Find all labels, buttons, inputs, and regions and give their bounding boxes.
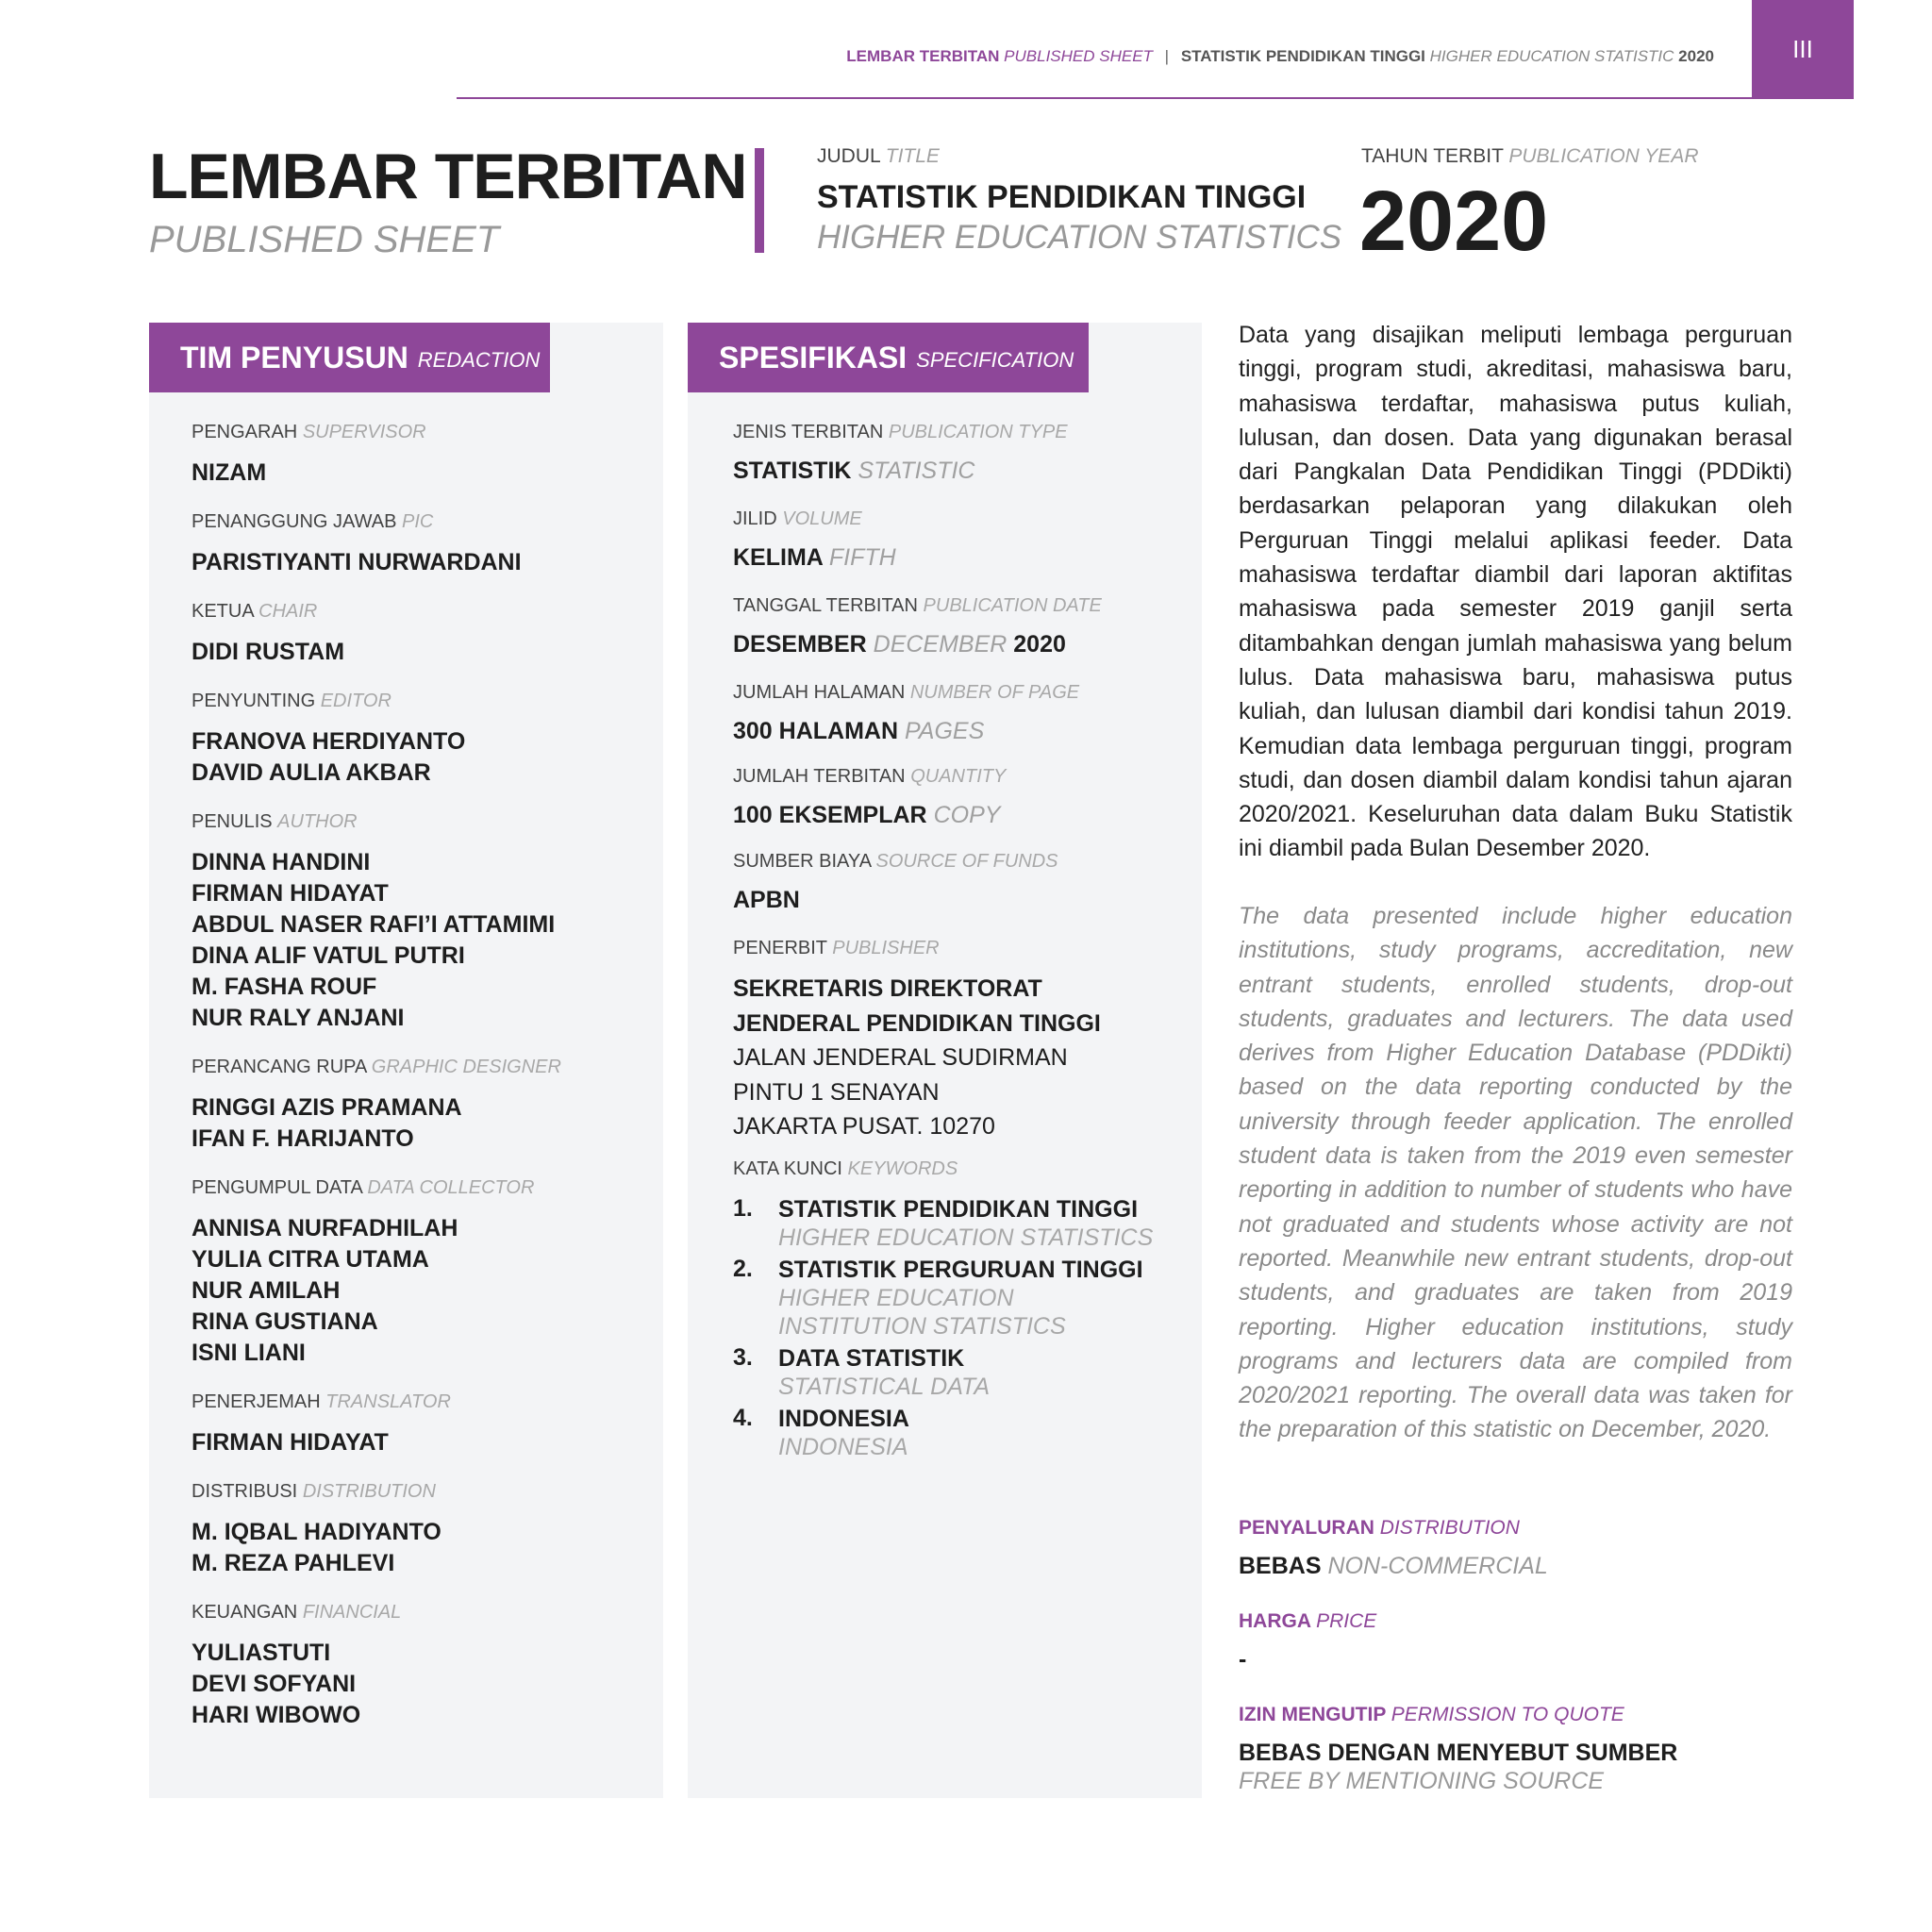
- team-member-name: DINNA HANDINI: [192, 849, 371, 875]
- running-header-separator: |: [1164, 47, 1170, 65]
- team-member-name: DEVI SOFYANI: [192, 1671, 357, 1697]
- jumlah-value: 100 EKSEMPLAR COPY: [733, 802, 1001, 828]
- running-header: [846, 47, 1714, 66]
- tim-section-names: [192, 458, 266, 489]
- page-subtitle: PUBLISHED SHEET: [149, 219, 500, 260]
- page-title: LEMBAR TERBITAN: [149, 141, 747, 212]
- tim-section-label: KETUA CHAIR: [192, 601, 318, 622]
- tim-section-label: PENERJEMAH TRANSLATOR: [192, 1391, 451, 1412]
- tim-section-label: PENANGGUNG JAWAB PIC: [192, 511, 434, 532]
- jenis-label: JENIS TERBITAN PUBLICATION TYPE: [733, 422, 1068, 442]
- judul-value: STATISTIK PENDIDIKAN TINGGI: [817, 179, 1307, 215]
- judul-value-en: HIGHER EDUCATION STATISTICS: [817, 219, 1342, 256]
- running-header-title: LEMBAR TERBITAN: [846, 47, 1000, 65]
- team-member-name: ANNISA NURFADHILAH: [192, 1215, 458, 1241]
- tanggal-value: DESEMBER DECEMBER 2020: [733, 631, 1066, 658]
- halaman-value: 300 HALAMAN PAGES: [733, 718, 985, 744]
- tim-section-names: [192, 726, 465, 789]
- team-member-name: DIDI RUSTAM: [192, 639, 345, 665]
- tim-section-label: KEUANGAN FINANCIAL: [192, 1602, 402, 1623]
- spesifikasi-header: SPESIFIKASI SPECIFICATION: [688, 323, 1089, 392]
- izin-label: IZIN MENGUTIP PERMISSION TO QUOTE: [1239, 1704, 1624, 1725]
- tim-section-names: [192, 1092, 462, 1155]
- penyaluran-value: BEBAS NON-COMMERCIAL: [1239, 1553, 1548, 1579]
- halaman-label: JUMLAH HALAMAN NUMBER OF PAGE: [733, 682, 1080, 703]
- kata-kunci-label: KATA KUNCI KEYWORDS: [733, 1158, 958, 1179]
- penyaluran-label: PENYALURAN DISTRIBUTION: [1239, 1517, 1520, 1539]
- page-number: III: [1792, 35, 1813, 63]
- tim-section-label: PENULIS AUTHOR: [192, 811, 358, 832]
- team-member-name: PARISTIYANTI NURWARDANI: [192, 549, 522, 575]
- keyword-item: 1. STATISTIK PENDIDIKAN TINGGI HIGHER EDUCATION STATISTICS: [733, 1195, 1154, 1251]
- team-member-name: YULIASTUTI: [192, 1640, 331, 1666]
- tim-penyusun-header: TIM PENYUSUN REDACTION: [149, 323, 550, 392]
- team-member-name: DINA ALIF VATUL PUTRI: [192, 942, 465, 969]
- team-member-name: M. REZA PAHLEVI: [192, 1550, 395, 1576]
- running-header-book-en: HIGHER EDUCATION STATISTIC: [1429, 47, 1674, 65]
- penerbit-value: [733, 972, 1101, 1144]
- tim-section-names: [192, 547, 522, 578]
- tim-section-label: PENGARAH SUPERVISOR: [192, 422, 426, 442]
- tim-section-label: DISTRIBUSI DISTRIBUTION: [192, 1481, 436, 1502]
- izin-value: BEBAS DENGAN MENYEBUT SUMBER: [1239, 1740, 1678, 1766]
- tanggal-label: TANGGAL TERBITAN PUBLICATION DATE: [733, 595, 1102, 616]
- tim-section-label: PENGUMPUL DATA DATA COLLECTOR: [192, 1177, 535, 1198]
- jilid-value: KELIMA FIFTH: [733, 544, 896, 571]
- team-member-name: ISNI LIANI: [192, 1340, 306, 1366]
- team-member-name: HARI WIBOWO: [192, 1702, 361, 1728]
- keyword-item: 2. STATISTIK PERGURUAN TINGGI HIGHER EDUCATION INSTITUTION STATISTICS: [733, 1256, 1143, 1340]
- tim-section-names: [192, 637, 344, 668]
- tahun-value: 2020: [1359, 175, 1549, 269]
- spesifikasi-panel: [688, 323, 1202, 1798]
- biaya-label: SUMBER BIAYA SOURCE OF FUNDS: [733, 851, 1058, 872]
- running-header-year: 2020: [1678, 47, 1714, 65]
- page-number-tab: [1752, 0, 1854, 99]
- penerbit-line: SEKRETARIS DIREKTORAT: [733, 975, 1042, 1002]
- tim-penyusun-panel: [149, 323, 663, 1798]
- penerbit-address-line: PINTU 1 SENAYAN: [733, 1078, 940, 1106]
- keyword-list: [733, 1195, 1186, 1461]
- penerbit-address-line: JALAN JENDERAL SUDIRMAN: [733, 1044, 1068, 1071]
- header-rule: [457, 97, 1854, 99]
- tim-section-label: PERANCANG RUPA GRAPHIC DESIGNER: [192, 1057, 561, 1077]
- tim-section-names: [192, 1213, 458, 1369]
- team-member-name: NIZAM: [192, 459, 267, 486]
- team-member-name: YULIA CITRA UTAMA: [192, 1246, 429, 1273]
- keyword-item: 4. INDONESIA INDONESIA: [733, 1405, 909, 1460]
- tim-section-label: PENYUNTING EDITOR: [192, 691, 391, 711]
- team-member-name: NUR AMILAH: [192, 1277, 341, 1304]
- penerbit-line: JENDERAL PENDIDIKAN TINGGI: [733, 1009, 1101, 1037]
- tim-section-names: [192, 1427, 389, 1458]
- penerbit-address-line: JAKARTA PUSAT. 10270: [733, 1113, 995, 1140]
- title-divider: [755, 148, 764, 253]
- harga-label: HARGA PRICE: [1239, 1610, 1377, 1632]
- team-member-name: M. FASHA ROUF: [192, 974, 377, 1000]
- team-member-name: RINGGI AZIS PRAMANA: [192, 1094, 462, 1121]
- tim-section-names: [192, 1638, 360, 1731]
- harga-value: -: [1239, 1646, 1247, 1673]
- team-member-name: FIRMAN HIDAYAT: [192, 880, 389, 907]
- description-id: Data yang disajikan meliputi lembaga perguruan tinggi, program studi, akreditasi, mahasiswa baru, mahasiswa terdaftar, mahasiswa putus kuliah, lulusan, dan dosen. Data yang digunakan berasal dari Pangkalan Data Pendidikan Tinggi (PDDikti) berdasarkan pelaporan yang dilakukan oleh Perguruan Tinggi melalui aplikasi feeder. Data mahasiswa terdaftar diambil dari laporan aktifitas mahasiswa pada semester 2019 ganjil serta ditambahkan dengan jumlah mahasiswa yang belum lulus. Data mahasiswa baru, mahasiswa putus kuliah, dan lulusan diambil dari kondisi tahun 2019. Kemudian data lembaga perguruan tinggi, program studi, dan dosen diambil dalam kondisi tahun ajaran 2020/2021. Keseluruhan data dalam Buku Statistik ini diambil pada Bulan Desember 2020.: [1239, 322, 1792, 862]
- biaya-value: APBN: [733, 887, 800, 913]
- team-member-name: RINA GUSTIANA: [192, 1308, 378, 1335]
- jumlah-label: JUMLAH TERBITAN QUANTITY: [733, 766, 1007, 787]
- team-member-name: M. IQBAL HADIYANTO: [192, 1519, 441, 1545]
- description-en: The data presented include higher education institutions, study programs, accreditation, new entrant students, enrolled students, drop-out students, graduates and lecturers. The data used derives from Higher Education Database (PDDikti) based on the data reporting conducted by the university through feeder application. The enrolled student data is taken from the 2019 even semester reporting in addition to number of students who have not graduated and students whose activity are not reported. Meanwhile new entrant students, drop-out students, and graduates are taken from 2019 reporting. Higher education institutions, study programs and lecturers data are compiled from 2020/2021 reporting. The overall data was taken for the preparation of this statistic on December, 2020.: [1239, 903, 1792, 1443]
- team-member-name: DAVID AULIA AKBAR: [192, 759, 431, 786]
- jenis-value: STATISTIK STATISTIC: [733, 458, 975, 484]
- team-member-name: NUR RALY ANJANI: [192, 1005, 405, 1031]
- team-member-name: FIRMAN HIDAYAT: [192, 1429, 389, 1456]
- running-header-title-en: PUBLISHED SHEET: [1004, 47, 1153, 65]
- tim-section-names: [192, 847, 555, 1034]
- running-header-book: STATISTIK PENDIDIKAN TINGGI: [1180, 47, 1425, 65]
- judul-label: JUDUL TITLE: [817, 145, 940, 167]
- jilid-label: JILID VOLUME: [733, 508, 862, 529]
- team-member-name: IFAN F. HARIJANTO: [192, 1125, 414, 1152]
- tahun-label: TAHUN TERBIT PUBLICATION YEAR: [1361, 145, 1699, 167]
- keyword-item: 3. DATA STATISTIK STATISTICAL DATA: [733, 1344, 991, 1400]
- team-member-name: ABDUL NASER RAFI’I ATTAMIMI: [192, 911, 556, 938]
- izin-value-en: FREE BY MENTIONING SOURCE: [1239, 1768, 1605, 1794]
- team-member-name: FRANOVA HERDIYANTO: [192, 728, 466, 755]
- penerbit-label: PENERBIT PUBLISHER: [733, 938, 940, 958]
- tim-section-names: [192, 1517, 441, 1579]
